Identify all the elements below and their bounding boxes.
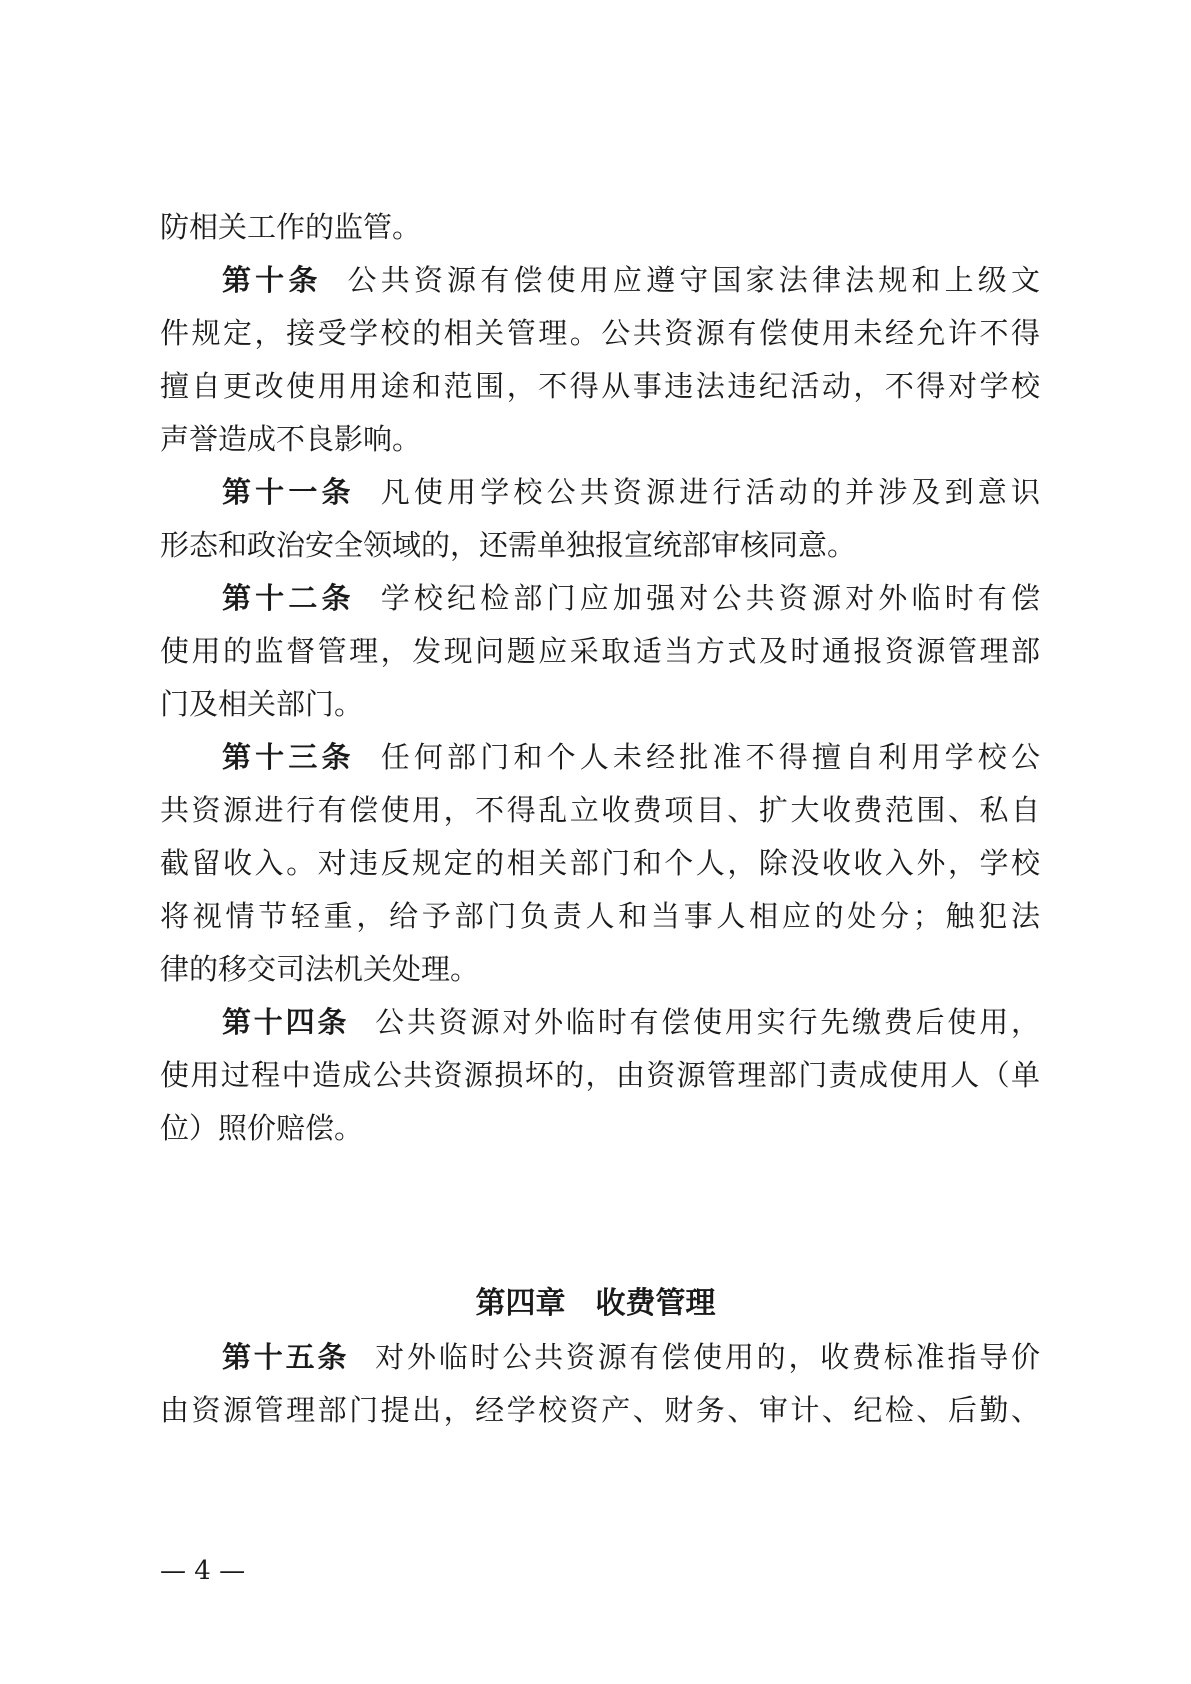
- article-15-text: 对外临时公共资源有偿使用的，收费标准指导价: [375, 1340, 1040, 1374]
- article-15-first-line: [222, 1337, 1040, 1377]
- text-line: 使用的监督管理，发现问题应采取适当方式及时通报资源管理部: [160, 634, 1040, 668]
- text-line: 将视情节轻重，给予部门负责人和当事人相应的处分；触犯法: [160, 899, 1040, 933]
- page-number: — 4 —: [160, 1556, 246, 1586]
- article-10-label: 第十条: [222, 263, 322, 297]
- text-line: 共资源进行有偿使用，不得乱立收费项目、扩大收费范围、私自: [160, 793, 1040, 827]
- article-11-label: 第十一条: [222, 475, 355, 509]
- text-line: 擅自更改使用用途和范围，不得从事违法违纪活动，不得对学校: [160, 369, 1040, 403]
- text-line: 防相关工作的监管。: [160, 210, 422, 244]
- article-13-label: 第十三条: [222, 740, 355, 774]
- text-line: 使用过程中造成公共资源损坏的，由资源管理部门责成使用人（单: [160, 1058, 1040, 1092]
- chapter-heading: 第四章 收费管理: [475, 1286, 716, 1321]
- article-13-text: 任何部门和个人未经批准不得擅自利用学校公: [380, 740, 1040, 774]
- text-line: 由资源管理部门提出，经学校资产、财务、审计、纪检、后勤、: [160, 1393, 1040, 1427]
- text-line: 形态和政治安全领域的，还需单独报宣统部审核同意。: [160, 528, 857, 562]
- article-10-first-line: [222, 260, 1040, 300]
- article-11-first-line: [222, 472, 1040, 512]
- article-15-label: 第十五条: [222, 1340, 350, 1374]
- text-line: 件规定，接受学校的相关管理。公共资源有偿使用未经允许不得: [160, 316, 1040, 350]
- text-line: 律的移交司法机关处理。: [160, 952, 480, 986]
- article-12-label: 第十二条: [222, 581, 355, 615]
- article-14-label: 第十四条: [222, 1005, 350, 1039]
- text-line: 截留收入。对违反规定的相关部门和个人，除没收收入外，学校: [160, 846, 1040, 880]
- article-14-text: 公共资源对外临时有偿使用实行先缴费后使用，: [375, 1005, 1040, 1039]
- article-10-text: 公共资源有偿使用应遵守国家法律法规和上级文: [347, 263, 1040, 297]
- article-13-first-line: [222, 737, 1040, 777]
- text-line: 声誉造成不良影响。: [160, 422, 422, 456]
- article-12-text: 学校纪检部门应加强对公共资源对外临时有偿: [380, 581, 1040, 615]
- text-line: 位）照价赔偿。: [160, 1111, 364, 1145]
- article-14-first-line: [222, 1002, 1040, 1042]
- text-line: 门及相关部门。: [160, 687, 364, 721]
- article-11-text: 凡使用学校公共资源进行活动的并涉及到意识: [380, 475, 1040, 509]
- article-12-first-line: [222, 578, 1040, 618]
